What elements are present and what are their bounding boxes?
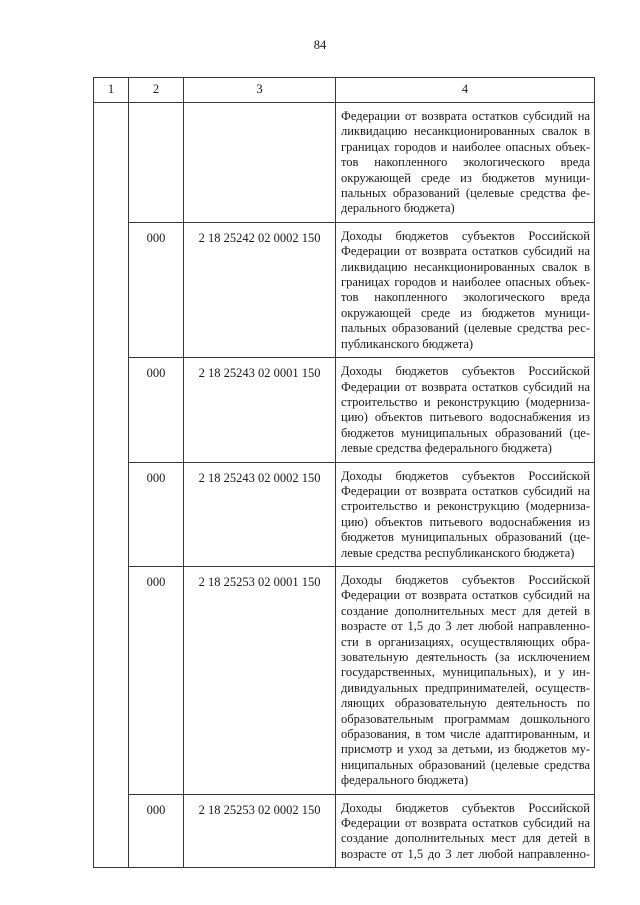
table-row bbox=[94, 358, 595, 462]
description-line: сти в организациях, осуществляющих обра- bbox=[341, 634, 590, 649]
description-line: возрасте от 1,5 до 3 лет любой направленно- bbox=[341, 846, 590, 861]
header-col-1: 1 bbox=[94, 78, 129, 103]
header-col-3: 3 bbox=[184, 78, 336, 103]
description-line: границах городов и наиболее опасных объек- bbox=[341, 139, 590, 154]
cell-budget-code: 2 18 25243 02 0001 150 bbox=[184, 358, 336, 462]
description-line: Доходы бюджетов субъектов Российской bbox=[341, 468, 590, 483]
cell-description bbox=[336, 358, 595, 462]
description-line: Доходы бюджетов субъектов Российской bbox=[341, 800, 590, 815]
description-line: цию) объектов питьевого водоснабжения из bbox=[341, 514, 590, 529]
cell-admin-code: 000 bbox=[129, 358, 184, 462]
cell-description bbox=[336, 462, 595, 566]
description-line: тов накопленного экологического вреда bbox=[341, 290, 590, 305]
table-row bbox=[94, 103, 595, 223]
cell-budget-code: 2 18 25243 02 0002 150 bbox=[184, 462, 336, 566]
description-line: пальных образований (целевые средства рес- bbox=[341, 321, 590, 336]
header-col-4: 4 bbox=[336, 78, 595, 103]
description-line: Федерации от возврата остатков субсидий на bbox=[341, 244, 590, 259]
cell-admin-code: 000 bbox=[129, 222, 184, 357]
description-line: ликвидацию несанкционированных свалок в bbox=[341, 259, 590, 274]
description-line: создание дополнительных мест для детей в bbox=[341, 831, 590, 846]
cell-budget-code: 2 18 25253 02 0001 150 bbox=[184, 566, 336, 794]
description-line: Федерации от возврата остатков субсидий на bbox=[341, 109, 590, 123]
description-line: бюджетов муниципальных образований (це- bbox=[341, 425, 590, 440]
description-line: строительство и реконструкцию (модерниза- bbox=[341, 499, 590, 514]
description-line: Федерации от возврата остатков субсидий на bbox=[341, 379, 590, 394]
cell-description bbox=[336, 794, 595, 868]
table-row bbox=[94, 222, 595, 357]
description-line: образования, в том числе адаптированным, и bbox=[341, 727, 590, 742]
description-line: ниципальных образований (целевые средства bbox=[341, 757, 590, 772]
description-line: границах городов и наиболее опасных объек- bbox=[341, 275, 590, 290]
cell-admin-code: 000 bbox=[129, 794, 184, 868]
description-line: ляющих образовательную деятельность по bbox=[341, 696, 590, 711]
description-line: образовательным программам дошкольного bbox=[341, 711, 590, 726]
cell-admin-code: 000 bbox=[129, 566, 184, 794]
cell-budget-code bbox=[184, 103, 336, 223]
page-number: 84 bbox=[313, 38, 327, 52]
description-line: государственных, муниципальных), и у ин- bbox=[341, 665, 590, 680]
table-row bbox=[94, 566, 595, 794]
cell-description bbox=[336, 103, 595, 223]
cell-admin-code bbox=[129, 103, 184, 223]
description-line: окружающей среде из бюджетов муници- bbox=[341, 170, 590, 185]
description-line: Федерации от возврата остатков субсидий на bbox=[341, 483, 590, 498]
description-line: Федерации от возврата остатков субсидий на bbox=[341, 588, 590, 603]
description-line: левые средства республиканского бюджета) bbox=[341, 545, 575, 560]
description-line: тов накопленного экологического вреда bbox=[341, 155, 590, 170]
description-line: ликвидацию несанкционированных свалок в bbox=[341, 124, 590, 139]
cell-budget-code: 2 18 25253 02 0002 150 bbox=[184, 794, 336, 868]
cell-description bbox=[336, 222, 595, 357]
description-line: присмотр и уход за детьми, из бюджетов му- bbox=[341, 742, 590, 757]
description-line: левые средства федерального бюджета) bbox=[341, 441, 552, 456]
description-line: создание дополнительных мест для детей в bbox=[341, 603, 590, 618]
description-line: Доходы бюджетов субъектов Российской bbox=[341, 572, 590, 587]
description-line: Доходы бюджетов субъектов Российской bbox=[341, 228, 590, 243]
description-line: Доходы бюджетов субъектов Российской bbox=[341, 364, 590, 379]
description-line: дивидуальных предпринимателей, осуществ- bbox=[341, 680, 590, 695]
description-line: зовательную деятельность (за исключением bbox=[341, 650, 590, 664]
table-row bbox=[94, 462, 595, 566]
cell-budget-code: 2 18 25242 02 0002 150 bbox=[184, 222, 336, 357]
description-line: пальных образований (целевые средства фе- bbox=[341, 186, 590, 201]
cell-admin-code: 000 bbox=[129, 462, 184, 566]
description-line: публиканского бюджета) bbox=[341, 336, 474, 351]
description-line: возрасте от 1,5 до 3 лет любой направленно- bbox=[341, 619, 590, 634]
table-header-row bbox=[94, 78, 595, 103]
table-row bbox=[94, 794, 595, 868]
description-line: бюджетов муниципальных образований (це- bbox=[341, 530, 590, 545]
description-line: дерального бюджета) bbox=[341, 201, 455, 216]
description-line: окружающей среде из бюджетов муници- bbox=[341, 305, 590, 320]
cell-description bbox=[336, 566, 595, 794]
description-line: цию) объектов питьевого водоснабжения из bbox=[341, 410, 590, 425]
description-line: строительство и реконструкцию (модерниза- bbox=[341, 394, 590, 409]
header-col-2: 2 bbox=[129, 78, 184, 103]
description-line: Федерации от возврата остатков субсидий на bbox=[341, 816, 590, 831]
cell-col-1 bbox=[94, 103, 129, 868]
description-line: федерального бюджета) bbox=[341, 773, 469, 788]
budget-codes-table bbox=[93, 77, 595, 868]
